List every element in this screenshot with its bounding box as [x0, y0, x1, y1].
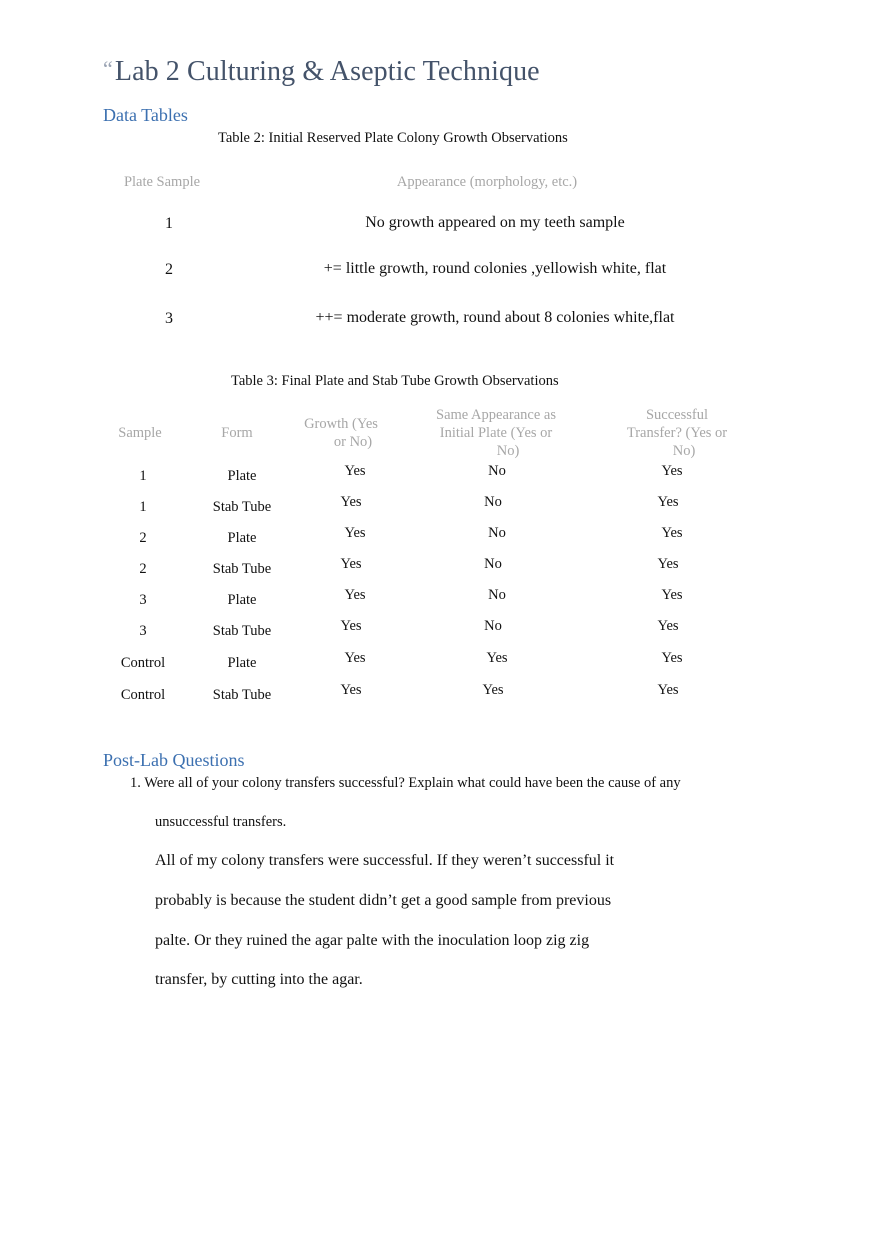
table2-header-appearance: Appearance (morphology, etc.) — [396, 174, 578, 190]
answer-line: All of my colony transfers were successful. If they weren’t successful it — [155, 852, 615, 869]
answer-line: palte. Or they ruined the agar palte with the inoculation loop zig zig — [155, 932, 590, 949]
table3-cell-form: Stab Tube — [212, 687, 272, 703]
table3-cell-sample: Control — [120, 655, 166, 671]
title-quote-mark: “ — [103, 56, 113, 81]
table3-cell-form: Plate — [227, 530, 257, 546]
table3-header-form: Form — [221, 425, 253, 441]
title-text: Lab 2 Culturing & Aseptic Technique — [114, 56, 540, 87]
table3-cell-successful-transfer: Yes — [657, 618, 679, 634]
table3-cell-same-appearance: No — [488, 587, 506, 603]
table3-cell-same-appearance: No — [488, 463, 506, 479]
table3-cell-successful-transfer: Yes — [661, 463, 683, 479]
table3-cell-sample: 2 — [139, 530, 147, 546]
table3-cell-successful-transfer: Yes — [661, 525, 683, 541]
table3-cell-sample: 2 — [139, 561, 147, 577]
table3-cell-growth: Yes — [340, 494, 362, 510]
table2-cell-appearance: No growth appeared on my teeth sample — [365, 214, 625, 231]
table3-cell-form: Plate — [227, 592, 257, 608]
table3-cell-growth: Yes — [344, 463, 366, 479]
table3-cell-successful-transfer: Yes — [657, 556, 679, 572]
table2-cell-appearance: ++= moderate growth, round about 8 colonies white,flat — [315, 309, 675, 326]
table3-cell-sample: 1 — [139, 499, 147, 515]
table2-cell-sample: 1 — [165, 215, 173, 232]
table3-header-growth: Growth (Yes or No) — [304, 416, 378, 450]
table3-cell-same-appearance: No — [484, 556, 502, 572]
table2-header-plate-sample: Plate Sample — [123, 174, 201, 190]
table3-cell-sample: Control — [120, 687, 166, 703]
table3-cell-growth: Yes — [340, 556, 362, 572]
data-tables-heading: Data Tables — [103, 105, 188, 125]
table3-cell-successful-transfer: Yes — [661, 587, 683, 603]
table3-cell-successful-transfer: Yes — [657, 682, 679, 698]
table3-header-sample: Sample — [118, 425, 162, 441]
table3-cell-successful-transfer: Yes — [661, 650, 683, 666]
table3-cell-same-appearance: No — [484, 618, 502, 634]
table3-cell-form: Stab Tube — [212, 499, 272, 515]
table3-cell-growth: Yes — [344, 587, 366, 603]
table3-caption: Table 3: Final Plate and Stab Tube Growth Observations — [231, 373, 559, 389]
question-1 — [130, 775, 681, 792]
table2-cell-sample: 3 — [165, 310, 173, 327]
table3-cell-growth: Yes — [340, 682, 362, 698]
table2-cell-appearance: += little growth, round colonies ,yellowish white, flat — [323, 260, 667, 277]
table3-cell-form: Stab Tube — [212, 623, 272, 639]
table3-cell-growth: Yes — [344, 525, 366, 541]
post-lab-heading: Post-Lab Questions — [103, 750, 245, 770]
question-text-line1: Were all of your colony transfers successful? Explain what could have been the cause of any — [144, 775, 681, 791]
table2-cell-sample: 2 — [165, 261, 173, 278]
table3-cell-form: Plate — [227, 468, 257, 484]
table3-cell-same-appearance: No — [488, 525, 506, 541]
table3-cell-sample: 3 — [139, 623, 147, 639]
question-number: 1. — [130, 775, 141, 791]
table2-caption: Table 2: Initial Reserved Plate Colony Growth Observations — [218, 130, 568, 146]
table3-header-successful-transfer: Successful Transfer? (Yes or No) — [626, 407, 728, 459]
table3-cell-same-appearance: Yes — [486, 650, 508, 666]
table3-cell-sample: 1 — [139, 468, 147, 484]
table3-cell-same-appearance: No — [484, 494, 502, 510]
answer-line: transfer, by cutting into the agar. — [155, 971, 363, 988]
table3-cell-growth: Yes — [340, 618, 362, 634]
table3-header-same-appearance: Same Appearance as Initial Plate (Yes or No) — [436, 407, 556, 459]
answer-line: probably is because the student didn’t get a good sample from previous — [155, 892, 612, 909]
table3-cell-sample: 3 — [139, 592, 147, 608]
table3-cell-same-appearance: Yes — [482, 682, 504, 698]
table3-cell-form: Plate — [227, 655, 257, 671]
document-title — [103, 56, 540, 88]
table3-cell-form: Stab Tube — [212, 561, 272, 577]
question-text-line2: unsuccessful transfers. — [155, 814, 287, 830]
table3-cell-growth: Yes — [344, 650, 366, 666]
table3-cell-successful-transfer: Yes — [657, 494, 679, 510]
